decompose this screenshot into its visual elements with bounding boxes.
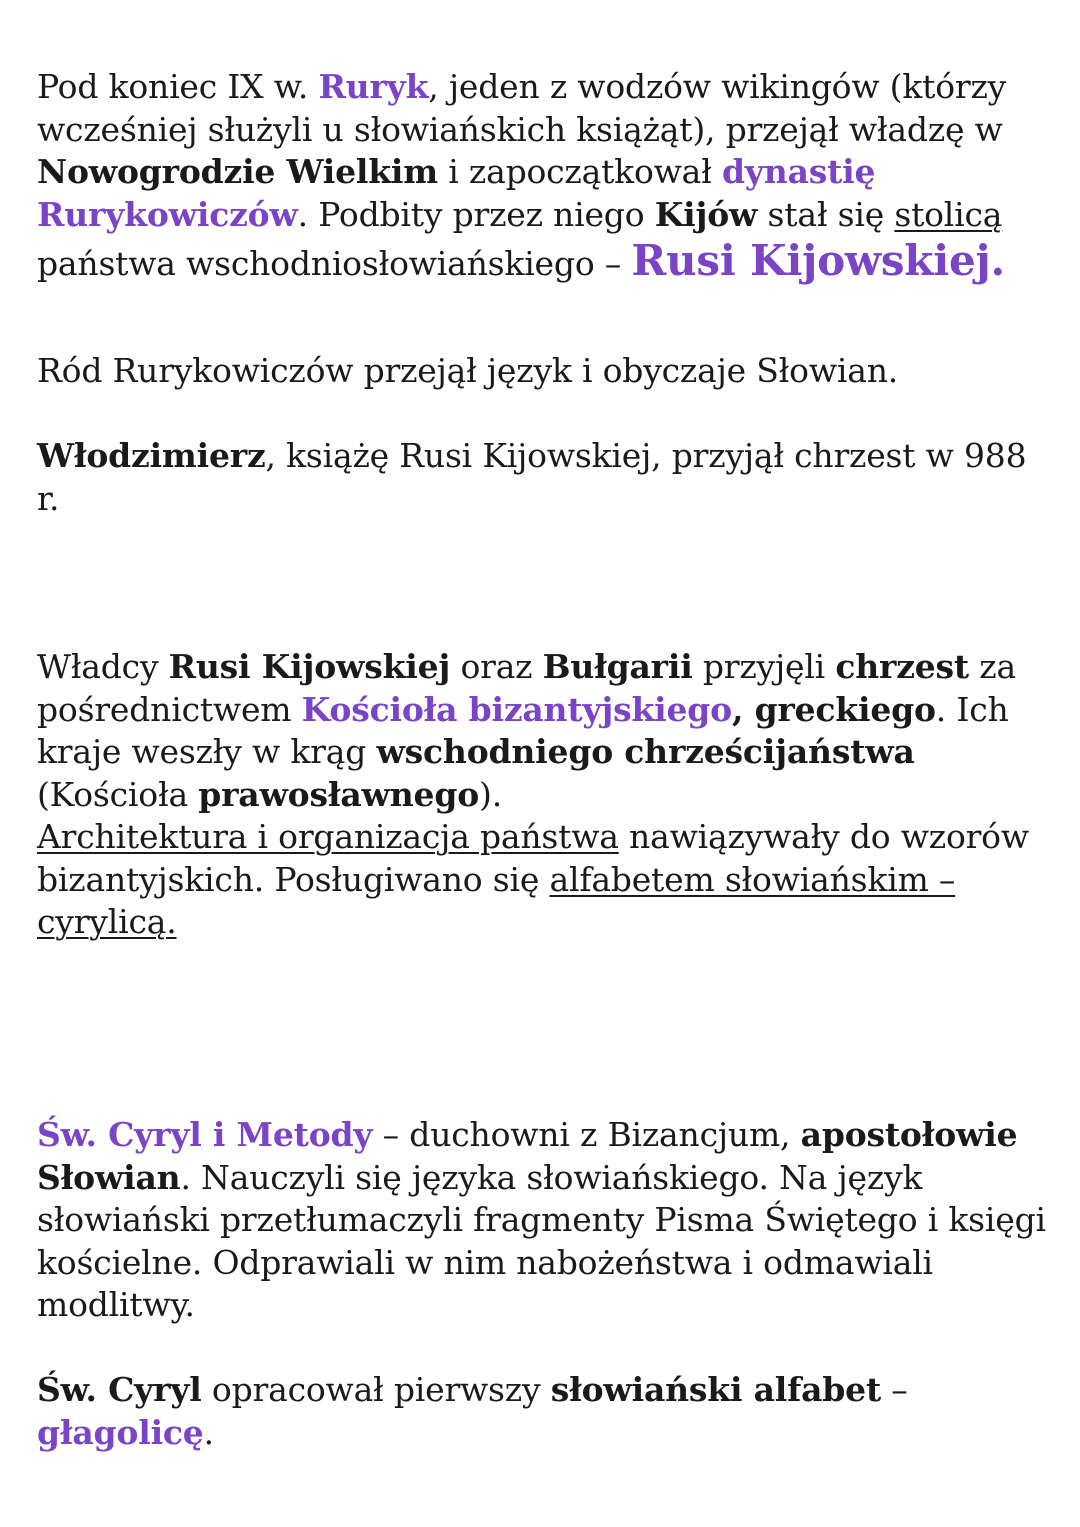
term-cyrylica: alfabetem słowiańskim – cyrylicą.	[37, 859, 956, 941]
text: – duchowni z Bizancjum,	[372, 1115, 801, 1154]
term-cyryl-metody: Św. Cyryl i Metody	[37, 1115, 373, 1154]
term-kijow: Kijów	[654, 194, 758, 234]
paragraph-glagolitic	[37, 1369, 1057, 1454]
term-rus-kijowska: Rusi Kijowskiej.	[631, 236, 1005, 285]
text: państwa wschodniosłowiańskiego –	[37, 244, 632, 283]
text: opracował pierwszy	[201, 1370, 551, 1409]
term-nowogrod: Nowogrodzie Wielkim	[37, 152, 438, 191]
term-ruryk: Ruryk	[318, 67, 429, 106]
paragraph-rurik	[37, 66, 1057, 286]
text: oraz	[450, 647, 543, 686]
term-wschodnie-chrzescijanstwo: wschodniego chrześcijaństwa	[376, 732, 915, 771]
text: , jeden z wodzów wikingów (którzy wcześniej służyli u słowiańskich książąt), przejął władzę w	[37, 67, 1007, 149]
text: Ród Rurykowiczów przejął język i obyczaje Słowian.	[37, 351, 899, 390]
text: . Podbity przez niego	[297, 194, 655, 234]
text: Pod koniec IX w.	[37, 67, 319, 106]
term-chrzest: chrzest	[835, 647, 969, 686]
term-greckiego: greckiego	[754, 689, 936, 729]
text: . Nauczyli się języka słowiańskiego. Na język słowiański przetłumaczyli fragmenty Pisma Świętego i księgi kościelne. Odprawiali w nim nabożeństwa i odmawiali modlitwy.	[37, 1157, 1046, 1324]
term-glagolica: głagolicę	[37, 1412, 204, 1452]
text: (Kościoła	[37, 774, 199, 814]
text: . Ich kraje weszły w krąg	[37, 689, 1009, 771]
text: stał się	[757, 194, 895, 234]
text: ,	[731, 689, 755, 729]
paragraph-christianity	[37, 646, 1057, 944]
text: .	[203, 1412, 214, 1452]
term-kosciol-bizantyjski: Kościoła bizantyjskiego	[301, 689, 732, 729]
term-dynastia: dynastię Rurykowiczów	[37, 152, 876, 234]
term-rus: Rusi Kijowskiej	[168, 647, 451, 686]
text: za pośrednictwem	[37, 647, 1016, 729]
term-prawoslawny: prawosławnego	[198, 774, 480, 814]
term-architektura: Architektura i organizacja państwa	[37, 817, 619, 856]
text: , książę Rusi Kijowskiej, przyjął chrzest w 988 r.	[37, 436, 1027, 518]
text: przyjęli	[692, 647, 836, 686]
paragraph-cyril-methodius	[37, 1114, 1057, 1327]
paragraph-vladimir	[37, 435, 1057, 520]
text: Władcy	[37, 647, 169, 686]
term-stolica: stolicą	[894, 194, 1003, 234]
term-wlodzimierz: Włodzimierz	[37, 436, 266, 475]
term-alfabet: słowiański alfabet	[550, 1370, 882, 1409]
term-bulgaria: Bułgarii	[542, 647, 693, 686]
paragraph-rurikids	[37, 350, 1057, 393]
term-apostolowie: apostołowie Słowian	[37, 1115, 1018, 1197]
term-cyryl: Św. Cyryl	[37, 1370, 202, 1409]
text: ).	[479, 774, 502, 814]
text: nawiązywały do wzorów bizantyjskich. Posługiwano się	[37, 817, 1029, 899]
text: –	[881, 1370, 908, 1409]
text: i zapoczątkował	[437, 152, 722, 191]
